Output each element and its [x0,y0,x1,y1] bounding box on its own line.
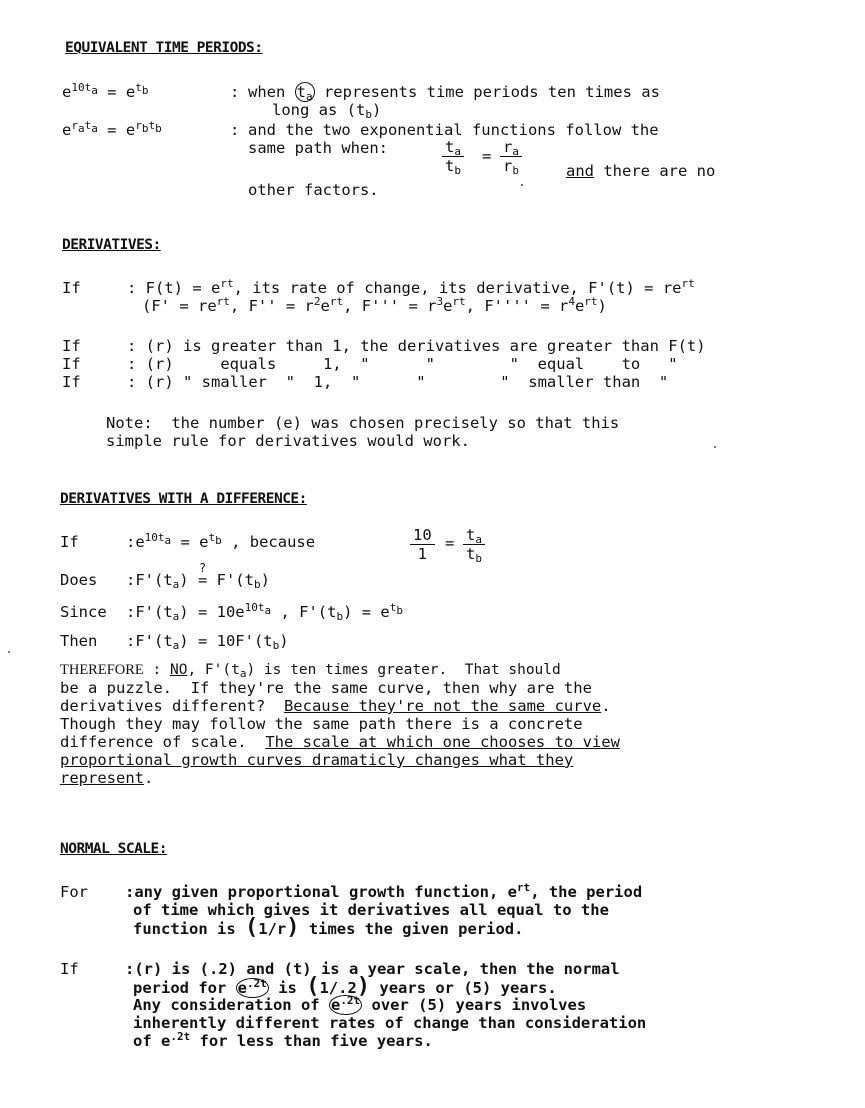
text-line: : (r) equals 1, " " " equal to " [127,355,678,373]
equation-line: $:F'(t_a) = 10e^{10t_a}$ , $F'(t_b) = e^{t_b}$ [126,601,403,623]
text-line: ($F' = re^{rt}$, $F'' = r^2e^{rt}$, $F''' = r^3e^{rt}$, $F'''' = r^4e^{rt}$) [142,295,607,315]
circled-expression: $e^{.2t}$ [237,977,267,997]
text-line: : (r) is greater than 1, the derivatives are greater than F(t) [127,337,706,355]
text-line: period for $e^{.2t}$ is (1/.2) years or (5) years. [133,974,557,999]
text-line: Though they may follow the same path there is a concrete [60,715,583,733]
text-line: difference of scale. The scale at which one chooses to view [60,733,620,751]
label-if: If [62,373,81,391]
text-line: THEREFORE : NO, $F'(t_a)$ is ten times greater. That should [60,662,561,680]
equation-line: $:F'(t_a) = 10F'(t_b)$ [126,632,289,652]
label-then: Then [60,632,98,650]
fraction-ta-over-tb: $\frac{t_a}{t_b}$ [442,138,464,175]
text-line: : (r) " smaller " 1, " " " smaller than " [127,373,669,391]
text-line: : $F(t) = e^{rt}$, its rate of change, its derivative, $F'(t) = re^{rt}$ [127,277,695,297]
text-line: :(r) is (.2) and (t) is a year scale, then the normal [125,960,620,978]
text-line: proportional growth curves dramaticly changes what they [60,751,574,769]
text-line: be a puzzle. If they're the same curve, then why are the [60,679,592,697]
text-line: when $t_a$ represents time periods ten times as [248,83,660,103]
section-heading-equivalent-time-periods: EQUIVALENT TIME PERIODS: [65,40,263,56]
equals-sign: = [445,534,455,552]
equation-equivalent-2: $e^{r_at_a} = e^{r_bt_b}$ [62,119,162,139]
scan-speck [521,184,523,186]
text-line: inherently different rates of change than consideration [133,1014,647,1032]
section-heading-derivatives-with-a-difference: DERIVATIVES WITH A DIFFERENCE: [60,491,307,507]
fraction-10-over-1: $\frac{10}{1}$ [410,526,435,563]
text-line: Any consideration of $e^{.2t}$ over (5) years involves [133,994,587,1014]
circled-variable: $t_a$ [296,83,313,103]
text-line: same path when: [248,139,388,157]
section-heading-derivatives: DERIVATIVES: [62,237,161,253]
text-line: long as $(t_b)$ [272,101,382,121]
label-if: If [60,533,79,551]
note-line: simple rule for derivatives would work. [106,432,470,450]
label-if: If [62,337,81,355]
scan-speck [714,446,716,448]
colon: : [230,83,240,101]
text-line: represent. [60,769,154,787]
text-line: other factors. [248,181,379,199]
label-since: Since [60,603,107,621]
text-line: and there are no [566,162,716,180]
label-if: If [60,960,79,978]
circled-expression: $e^{.2t}$ [330,994,361,1014]
label-for: For [60,883,88,901]
equals-sign: = [482,147,492,165]
fraction-ta-over-tb: $\frac{t_a}{t_b}$ [463,526,485,563]
equation-equivalent-1: $e^{10t_a} = e^{t_b}$ [62,81,149,101]
text-line: derivatives different? Because they're not the same curve. [60,697,611,715]
text-line: of $e^{.2t}$ for less than five years. [133,1030,433,1050]
equation-line: $:F'(t_a)$ ? = $F'(t_b)$ [126,561,270,591]
text-line: and the two exponential functions follow the [248,121,659,139]
fraction-ra-over-rb: $\frac{r_a}{r_b}$ [500,138,522,175]
note-line: Note: the number (e) was chosen precisely so that this [106,414,620,432]
text-line: :any given proportional growth function, $e^{rt}$, the period [125,881,643,901]
label-if: If [62,355,81,373]
label-does: Does [60,571,98,589]
scan-speck [8,651,10,653]
colon: : [230,121,240,139]
text-line: of time which gives it derivatives all equal to the [133,901,609,919]
equation-line: $:e^{10t_a} = e^{t_b}$ , because [126,531,316,551]
text-line: function is (1/r) times the given period. [133,915,524,940]
label-if: If [62,279,81,297]
section-heading-normal-scale: NORMAL SCALE: [60,841,167,857]
